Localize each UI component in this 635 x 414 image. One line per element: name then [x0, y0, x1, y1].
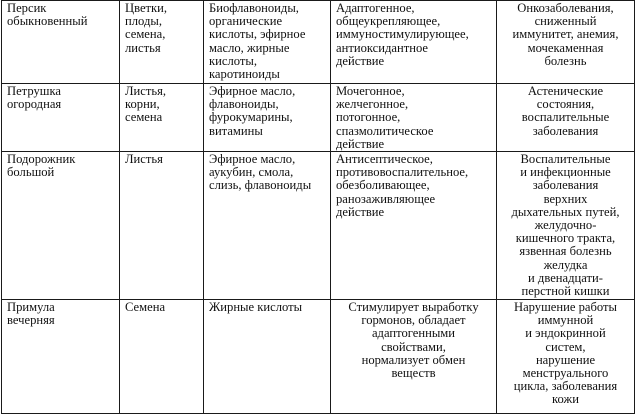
compounds-cell: Эфирное масло, аукубин, смола, слизь, флавоноиды [204, 152, 331, 300]
indications-cell: Воспалительные и инфекционные заболевания верхних дыхательных путей, желудочно- кишечного тракта, язвенная болезнь желудка и двенадцати- перстной кишки [497, 152, 635, 300]
action-cell: Мочегонное, желчегонное, потогонное, спазмолитическое действие [331, 84, 497, 152]
action-cell: Стимулирует выработку гормонов, обладает адаптогенными свойствами, нормализует обмен веществ [331, 300, 497, 414]
action-cell: Антисептическое, противовоспалительное, обезболивающее, ранозаживляющее действие [331, 152, 497, 300]
table-row [2, 84, 635, 152]
plant-name-cell: Подорожник большой [2, 152, 120, 300]
plant-parts-cell: Листья, корни, семена [120, 84, 204, 152]
plant-name-cell: Примула вечерняя [2, 300, 120, 414]
plant-parts-cell: Семена [120, 300, 204, 414]
plant-parts-cell: Цветки, плоды, семена, листья [120, 1, 204, 84]
plant-parts-cell: Листья [120, 152, 204, 300]
plant-name-cell: Персик обыкновенный [2, 1, 120, 84]
action-cell: Адаптогенное, общеукрепляющее, иммуностимулирующее, антиоксидантное действие [331, 1, 497, 84]
compounds-cell: Эфирное масло, флавоноиды, фурокумарины, витамины [204, 84, 331, 152]
plant-name-cell: Петрушка огородная [2, 84, 120, 152]
table-row [2, 152, 635, 300]
compounds-cell: Жирные кислоты [204, 300, 331, 414]
compounds-cell: Биофлавоноиды, органические кислоты, эфирное масло, жирные кислоты, каротиноиды [204, 1, 331, 84]
indications-cell: Нарушение работы иммунной и эндокринной систем, нарушение менструального цикла, заболевания кожи [497, 300, 635, 414]
indications-cell: Астенические состояния, воспалительные заболевания [497, 84, 635, 152]
medicinal-plants-table [1, 0, 635, 414]
indications-cell: Онкозаболевания, сниженный иммунитет, анемия, мочекаменная болезнь [497, 1, 635, 84]
table-row [2, 300, 635, 414]
table-row [2, 1, 635, 84]
